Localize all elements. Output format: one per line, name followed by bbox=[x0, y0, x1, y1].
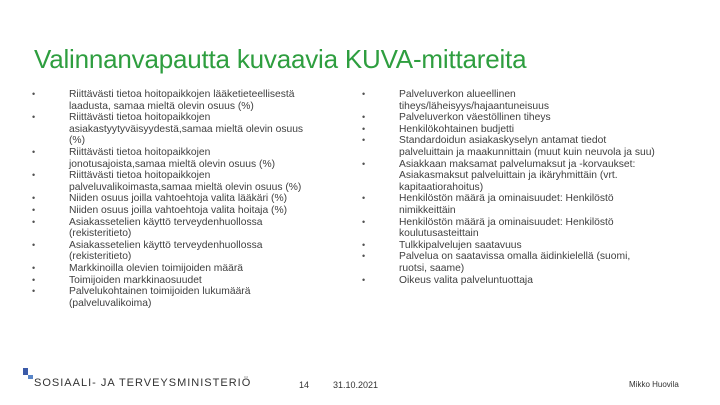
bullet-text-line: Standardoidun asiakaskyselyn antamat tiedot bbox=[399, 135, 607, 147]
bullet-icon: • bbox=[32, 286, 36, 297]
footer-author: Mikko Huovila bbox=[629, 380, 679, 389]
bullet-text-line: Riittävästi tietoa hoitopaikkojen bbox=[69, 112, 211, 124]
bullet-text-line: laadusta, samaa mieltä olevin osuus (%) bbox=[69, 100, 254, 112]
bullet-item bbox=[32, 217, 352, 240]
bullet-icon: • bbox=[32, 239, 36, 250]
bullet-icon: • bbox=[32, 112, 36, 123]
bullet-text-line: kapitaatiorahoitus) bbox=[399, 181, 484, 193]
bullet-item bbox=[32, 170, 352, 193]
bullet-text-line: Asiakkaan maksamat palvelumaksut ja -korvaukset: bbox=[399, 158, 636, 170]
bullet-icon: • bbox=[362, 123, 366, 134]
bullet-item bbox=[362, 124, 692, 136]
bullet-item bbox=[362, 193, 692, 216]
bullet-icon: • bbox=[362, 112, 366, 123]
bullet-icon: • bbox=[32, 89, 36, 99]
ministry-logo-icon bbox=[23, 368, 28, 375]
ministry-logo-accent-icon bbox=[28, 375, 33, 379]
bullet-item bbox=[362, 240, 692, 252]
bullet-item bbox=[32, 147, 352, 170]
bullet-text-line: Palveluverkon alueellinen bbox=[399, 89, 516, 100]
bullet-text-line: Henkilöstön määrä ja ominaisuudet: Henkilöstö bbox=[399, 216, 614, 228]
bullet-text-line: Toimijoiden markkinaosuudet bbox=[69, 274, 202, 286]
bullet-item bbox=[362, 159, 692, 194]
bullet-text-line: Tulkkipalvelujen saatavuus bbox=[399, 239, 522, 251]
bullet-text-line: Asiakassetelien käyttö terveydenhuollossa bbox=[69, 239, 263, 251]
bullet-item bbox=[362, 251, 692, 274]
bullet-icon: • bbox=[32, 262, 36, 273]
bullet-icon: • bbox=[362, 251, 366, 262]
bullet-text-line: Riittävästi tietoa hoitopaikkojen bbox=[69, 170, 211, 182]
bullet-icon: • bbox=[32, 204, 36, 215]
bullet-icon: • bbox=[362, 135, 366, 146]
bullet-icon: • bbox=[32, 193, 36, 204]
bullet-item bbox=[32, 89, 352, 112]
bullet-icon: • bbox=[32, 170, 36, 181]
bullet-icon: • bbox=[32, 146, 36, 157]
bullet-text-line: Asiakassetelien käyttö terveydenhuollossa bbox=[69, 216, 263, 228]
bullet-text-line: koulutusasteittain bbox=[399, 228, 479, 240]
bullet-text-line: tiheys/läheisyys/hajaantuneisuus bbox=[399, 100, 549, 112]
bullet-text-line: (rekisteritieto) bbox=[69, 228, 132, 240]
bullet-icon: • bbox=[362, 89, 366, 99]
bullet-text-line: Henkilöstön määrä ja ominaisuudet: Henkilöstö bbox=[399, 193, 614, 205]
bullet-text-line: Markkinoilla olevien toimijoiden määrä bbox=[69, 262, 243, 274]
bullet-text-line: Palvelua on saatavissa omalla äidinkielellä (suomi, bbox=[399, 251, 631, 263]
bullet-text-line: Oikeus valita palveluntuottaja bbox=[399, 274, 533, 286]
bullet-text-line: Asiakasmaksut palveluittain ja ikäryhmittäin (vrt. bbox=[399, 170, 618, 182]
slide-title: Valinnanvapautta kuvaavia KUVA-mittareita bbox=[34, 44, 527, 74]
bullet-icon: • bbox=[362, 193, 366, 204]
bullet-item bbox=[362, 275, 692, 287]
bullet-item bbox=[32, 275, 352, 287]
bullet-item bbox=[32, 193, 352, 205]
bullet-icon: • bbox=[362, 158, 366, 169]
bullet-text-line: Palveluverkon väestöllinen tiheys bbox=[399, 112, 551, 124]
bullet-text-line: nimikkeittäin bbox=[399, 204, 456, 216]
bullet-text-line: (rekisteritieto) bbox=[69, 251, 132, 263]
right-bullet-list bbox=[362, 89, 692, 286]
bullet-text-line: palveluvalikoimasta,samaa mieltä olevin osuus (%) bbox=[69, 181, 302, 193]
bullet-item bbox=[362, 217, 692, 240]
bullet-text-line: jonotusajoista,samaa mieltä olevin osuus (%) bbox=[69, 158, 276, 170]
bullet-item bbox=[32, 263, 352, 275]
bullet-icon: • bbox=[362, 216, 366, 227]
bullet-text-line: Henkilökohtainen budjetti bbox=[399, 123, 515, 135]
bullet-icon: • bbox=[362, 274, 366, 285]
ministry-logo-text: SOSIAALI- JA TERVEYSMINISTERIÖ bbox=[34, 377, 252, 389]
bullet-item bbox=[362, 112, 692, 124]
bullet-text-line: (palveluvalikoima) bbox=[69, 297, 152, 309]
bullet-item bbox=[32, 286, 352, 309]
bullet-text-line: asiakastyytyväisyydestä,samaa mieltä olevin osuus bbox=[69, 123, 304, 135]
bullet-text-line: (%) bbox=[69, 135, 86, 147]
bullet-item bbox=[362, 89, 692, 112]
bullet-icon: • bbox=[32, 216, 36, 227]
page-number: 14 bbox=[299, 380, 310, 390]
bullet-item bbox=[32, 205, 352, 217]
footer-date: 31.10.2021 bbox=[333, 380, 379, 390]
bullet-item bbox=[362, 135, 692, 158]
bullet-text-line: ruotsi, saame) bbox=[399, 262, 465, 274]
bullet-item bbox=[32, 112, 352, 147]
bullet-item bbox=[32, 240, 352, 263]
bullet-text-line: Palvelukohtainen toimijoiden lukumäärä bbox=[69, 286, 251, 298]
bullet-text-line: Riittävästi tietoa hoitopaikkojen bbox=[69, 146, 211, 158]
bullet-icon: • bbox=[32, 274, 36, 285]
bullet-text-line: palveluittain ja maakunnittain (muut kuin neuvola ja suu) bbox=[399, 146, 655, 158]
bullet-text-line: Riittävästi tietoa hoitopaikkojen lääketieteellisestä bbox=[69, 89, 295, 100]
bullet-text-line: Niiden osuus joilla vahtoehtoja valita hoitaja (%) bbox=[69, 204, 288, 216]
bullet-text-line: Niiden osuus joilla vahtoehtoja valita lääkäri (%) bbox=[69, 193, 288, 205]
left-bullet-list bbox=[32, 89, 352, 309]
bullet-icon: • bbox=[362, 239, 366, 250]
